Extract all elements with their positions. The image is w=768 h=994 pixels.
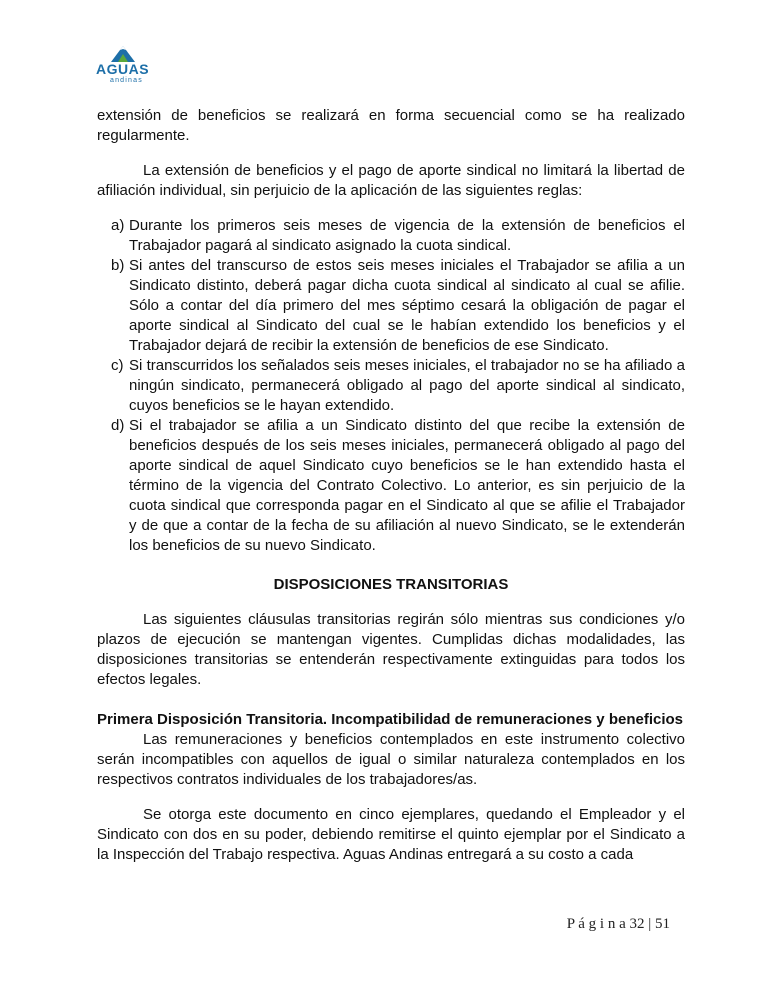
aguas-andinas-logo — [96, 44, 156, 90]
list-item — [97, 216, 685, 256]
list-marker: d) — [111, 417, 125, 434]
paragraph: extensión de beneficios se realizará en forma secuencial como se ha realizado regularmente. — [97, 107, 685, 144]
list-marker: c) — [111, 357, 124, 374]
list-item-text: Si el trabajador se afilia a un Sindicato distinto del que recibe la extensión de beneficios después de los seis meses iniciales, permanecerá obligado al pago del aporte sindical de aquel Sindicato cuyo beneficios se le han extendido hasta el término de la vigencia del Contrato Colectivo. Lo anterior, es sin perjuicio de la cuota sindical que corresponda pagar en el Sindicato al que se afilie el Trabajador y de que a contar de la fecha de su afiliación al nuevo Sindicato, se le extenderán los beneficios de su nuevo Sindicato. — [129, 417, 685, 554]
subheading: Primera Disposición Transitoria. Incompatibilidad de remuneraciones y beneficios — [97, 711, 684, 728]
logo-wordmark: AGUAS — [96, 61, 150, 77]
paragraph: Las siguientes cláusulas transitorias regirán sólo mientras sus condiciones y/o plazos de ejecución se mantengan vigentes. Cumplidas dichas modalidades, las disposiciones transitorias se entenderán respectivamente extinguidas para todos los efectos legales. — [97, 611, 685, 688]
list-marker: b) — [111, 257, 125, 274]
list-item — [97, 256, 685, 356]
list-item-text: Si transcurridos los señalados seis meses iniciales, el trabajador no se ha afiliado a ningún sindicato, permanecerá obligado al pago del aporte sindical al sindicato, cuyos beneficios se le hayan extendido. — [129, 357, 685, 414]
logo-subtext: andinas — [110, 77, 143, 84]
rules-list — [97, 216, 685, 556]
document-body — [97, 106, 685, 865]
paragraph: Las remuneraciones y beneficios contemplados en este instrumento colectivo serán incompatibles con aquellos de igual o similar naturaleza contemplados en los respectivos contratos individuales de los trabajadores/as. — [97, 731, 685, 788]
paragraph: La extensión de beneficios y el pago de aporte sindical no limitará la libertad de afiliación individual, sin perjuicio de la aplicación de las siguientes reglas: — [97, 162, 685, 199]
page-number: P á g i n a 32 | 51 — [566, 916, 670, 932]
section-heading: DISPOSICIONES TRANSITORIAS — [273, 576, 509, 593]
paragraph: Se otorga este documento en cinco ejemplares, quedando el Empleador y el Sindicato con dos en su poder, debiendo remitirse el quinto ejemplar por el Sindicato a la Inspección del Trabajo respectiva. Aguas Andinas entregará a su costo a cada — [97, 806, 685, 863]
mountain-logo-icon — [111, 44, 135, 62]
list-item — [97, 416, 685, 556]
list-item — [97, 356, 685, 416]
list-marker: a) — [111, 217, 125, 234]
list-item-text: Si antes del transcurso de estos seis meses iniciales el Trabajador se afilia a un Sindicato distinto, deberá pagar dicha cuota sindical al sindicato al cual se afilie. Sólo a contar del día primero del mes séptimo cesará la obligación de pagar el aporte sindical al Sindicato del cual se le habían extendido los beneficios y el Trabajador dejará de recibir la extensión de beneficios de ese Sindicato. — [129, 257, 685, 354]
list-item-text: Durante los primeros seis meses de vigencia de la extensión de beneficios el Trabajador pagará al sindicato asignado la cuota sindical. — [129, 217, 685, 254]
